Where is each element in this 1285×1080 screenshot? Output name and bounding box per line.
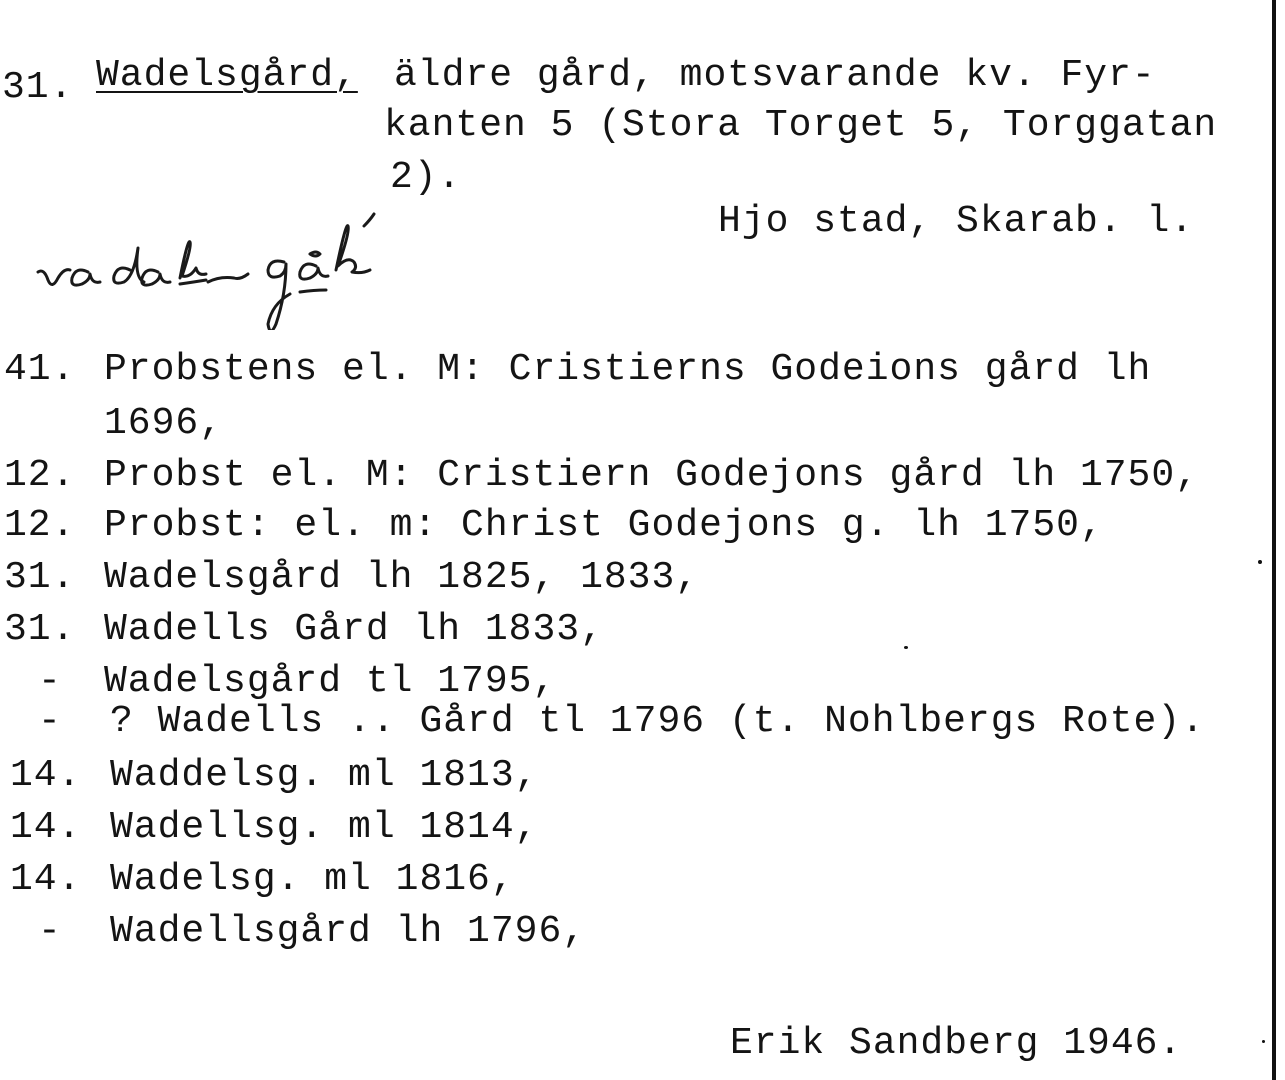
scan-speck [1258,560,1262,564]
entry-text: Wadellsgård lh 1796, [110,910,587,953]
entry-text: Wadellsg. ml 1814, [110,806,539,849]
entry-ref: 12. [4,454,76,497]
entry-ref: 14. [10,754,82,797]
signature: Erik Sandberg 1946. [730,1022,1183,1065]
entry-ref: 31. [4,608,76,651]
entry-ref: 12. [4,504,76,547]
card-right-edge [1272,0,1276,1080]
entry-text: Wadelsgård lh 1825, 1833, [104,556,700,599]
description-line-3: 2). [390,156,462,199]
entry-text: Probst el. M: Cristiern Godejons gård lh 1750, [104,454,1199,497]
scan-speck [1262,1040,1265,1043]
entry-text: Probstens el. M: Cristierns Godeions gård lh [104,348,1152,391]
entry-number: 31. [2,66,74,109]
entry-text: Wadelsgård tl 1795, [104,660,557,703]
entry-text: Probst: el. m: Christ Godejons g. lh 1750, [104,504,1104,547]
entry-ref: - [38,910,62,953]
entry-text: 1696, [104,402,224,445]
description-line-2: kanten 5 (Stora Torget 5, Torggatan [384,104,1218,147]
entry-text: Waddelsg. ml 1813, [110,754,539,797]
entry-text: ? Wadells .. Gård tl 1796 (t. Nohlbergs Rote). [110,700,1205,743]
entry-ref: - [38,660,62,703]
entry-ref: 14. [10,806,82,849]
scan-speck [904,646,908,649]
entry-text: Wadelsg. ml 1816, [110,858,515,901]
entry-text: Wadells Gård lh 1833, [104,608,604,651]
handwritten-annotation [30,210,550,330]
entry-ref: 41. [4,348,76,391]
place-label: Hjo stad, Skarab. l. [718,200,1195,243]
entry-ref: 14. [10,858,82,901]
entry-ref: - [38,700,62,743]
description-line-1: äldre gård, motsvarande kv. Fyr- [394,54,1156,97]
entry-name: Wadelsgård, [96,54,358,97]
entry-ref: 31. [4,556,76,599]
